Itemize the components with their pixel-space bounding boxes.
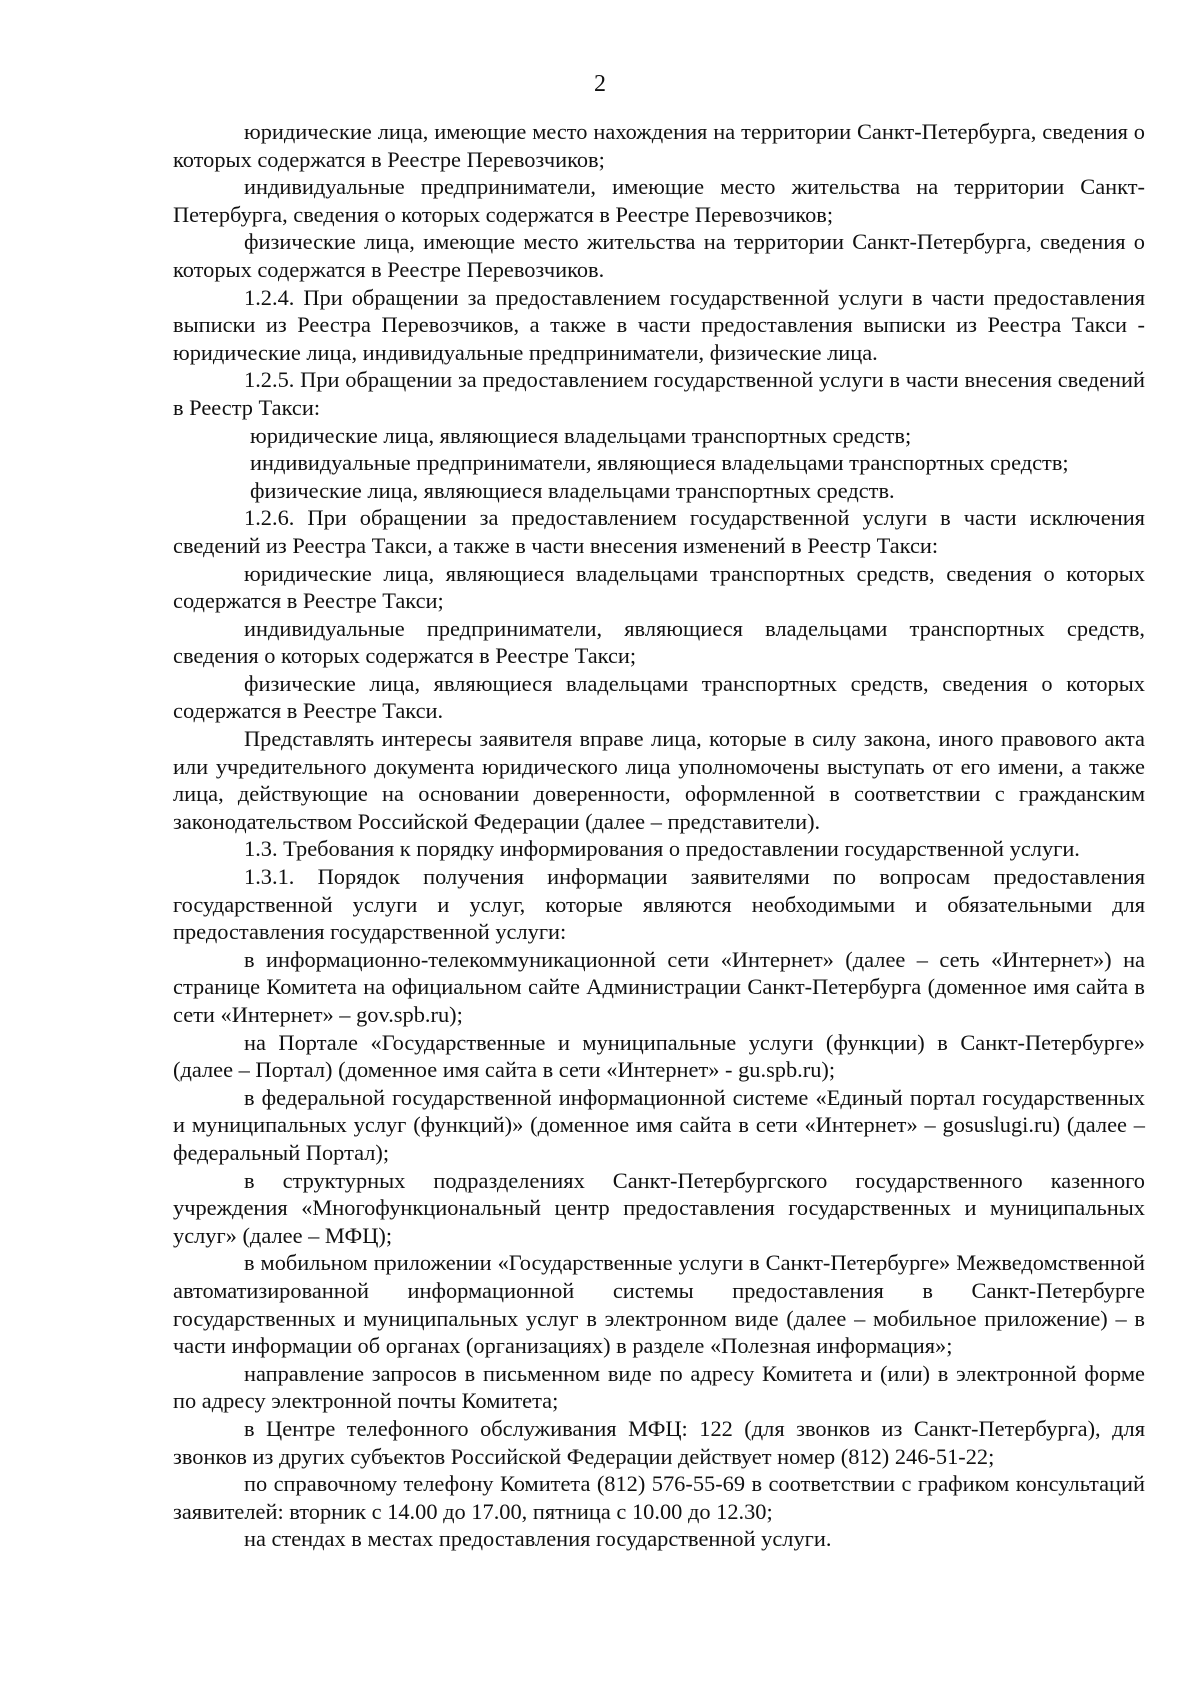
paragraph-15: 1.3.1. Порядок получения информации заявителями по вопросам предоставления государственной услуги и услуг, которые являются необходимыми и обязательными для предоставления государственной услуги: <box>173 864 1145 945</box>
paragraph-10: юридические лица, являющиеся владельцами транспортных средств, сведения о которых содержатся в Реестре Такси; <box>173 560 1145 614</box>
paragraph-7: индивидуальные предприниматели, являющиеся владельцами транспортных средств; <box>250 450 1069 476</box>
paragraph-3: физические лица, имеющие место жительства на территории Санкт-Петербурга, сведения о которых содержатся в Реестре Перевозчиков. <box>173 229 1145 282</box>
paragraph-8: физические лица, являющиеся владельцами транспортных средств. <box>250 477 895 503</box>
paragraph-11: индивидуальные предприниматели, являющиеся владельцами транспортных средств, сведения о которых содержатся в Реестре Такси; <box>173 615 1145 669</box>
document-body <box>173 118 1145 1553</box>
paragraph-4: 1.2.4. При обращении за предоставлением государственной услуги в части предоставления выписки из Реестра Перевозчиков, а также в части предоставления выписки из Реестра Такси - юридические лица, индивидуальные предприниматели, физические лица. <box>173 284 1145 365</box>
paragraph-21: направление запросов в письменном виде по адресу Комитета и (или) в электронной форме по адресу электронной почты Комитета; <box>173 1360 1145 1414</box>
paragraph-24: на стендах в местах предоставления государственной услуги. <box>244 1526 832 1552</box>
paragraph-5: 1.2.5. При обращении за предоставлением государственной услуги в части внесения сведений в Реестр Такси: <box>173 367 1145 420</box>
paragraph-12: физические лица, являющиеся владельцами транспортных средств, сведения о которых содержатся в Реестре Такси. <box>173 670 1145 724</box>
paragraph-19: в структурных подразделениях Санкт-Петербургского государственного казенного учреждения «Многофункциональный центр предоставления государственных и муниципальных услуг» (далее – МФЦ); <box>173 1167 1145 1248</box>
paragraph-14: 1.3. Требования к порядку информирования о предоставлении государственной услуги. <box>244 836 1080 862</box>
paragraph-16: в информационно-телекоммуникационной сети «Интернет» (далее – сеть «Интернет») на странице Комитета на официальном сайте Администрации Санкт-Петербурга (доменное имя сайта в сети «Интернет» – gov.spb.ru); <box>173 946 1145 1027</box>
paragraph-23: по справочному телефону Комитета (812) 576-55-69 в соответствии с графиком консультаций заявителей: вторник с 14.00 до 17.00, пятница с 10.00 до 12.30; <box>173 1471 1145 1524</box>
paragraph-13: Представлять интересы заявителя вправе лица, которые в силу закона, иного правового акта или учредительного документа юридического лица уполномочены выступать от его имени, а также лица, действующие на основании доверенности, оформленной в соответствии с гражданским законодательством Российской Федерации (далее – представители). <box>173 726 1145 834</box>
paragraph-20: в мобильном приложении «Государственные услуги в Санкт-Петербурге» Межведомственной автоматизированной информационной системы предоставления в Санкт-Петербурге государственных и муниципальных услуг в электронном виде (далее – мобильное приложение) – в части информации об органах (организациях) в разделе «Полезная информация»; <box>173 1250 1145 1359</box>
paragraph-9: 1.2.6. При обращении за предоставлением государственной услуги в части исключения сведений из Реестра Такси, а также в части внесения изменений в Реестр Такси: <box>173 505 1145 558</box>
paragraph-17: на Портале «Государственные и муниципальные услуги (функции) в Санкт-Петербурге» (далее – Портал) (доменное имя сайта в сети «Интернет» - gu.spb.ru); <box>173 1029 1145 1083</box>
paragraph-6: юридические лица, являющиеся владельцами транспортных средств; <box>250 422 912 448</box>
page-number: 2 <box>594 71 606 97</box>
paragraph-18: в федеральной государственной информационной системе «Единый портал государственных и муниципальных услуг (функций)» (доменное имя сайта в сети «Интернет» – gosuslugi.ru) (далее – федеральный Портал); <box>173 1084 1145 1165</box>
paragraph-2: индивидуальные предприниматели, имеющие место жительства на территории Санкт-Петербурга, сведения о которых содержатся в Реестре Перевозчиков; <box>173 174 1145 227</box>
paragraph-1: юридические лица, имеющие место нахождения на территории Санкт-Петербурга, сведения о которых содержатся в Реестре Перевозчиков; <box>173 119 1145 172</box>
paragraph-22: в Центре телефонного обслуживания МФЦ: 122 (для звонков из Санкт-Петербурга), для звонков из других субъектов Российской Федерации действует номер (812) 246-51-22; <box>173 1415 1145 1469</box>
